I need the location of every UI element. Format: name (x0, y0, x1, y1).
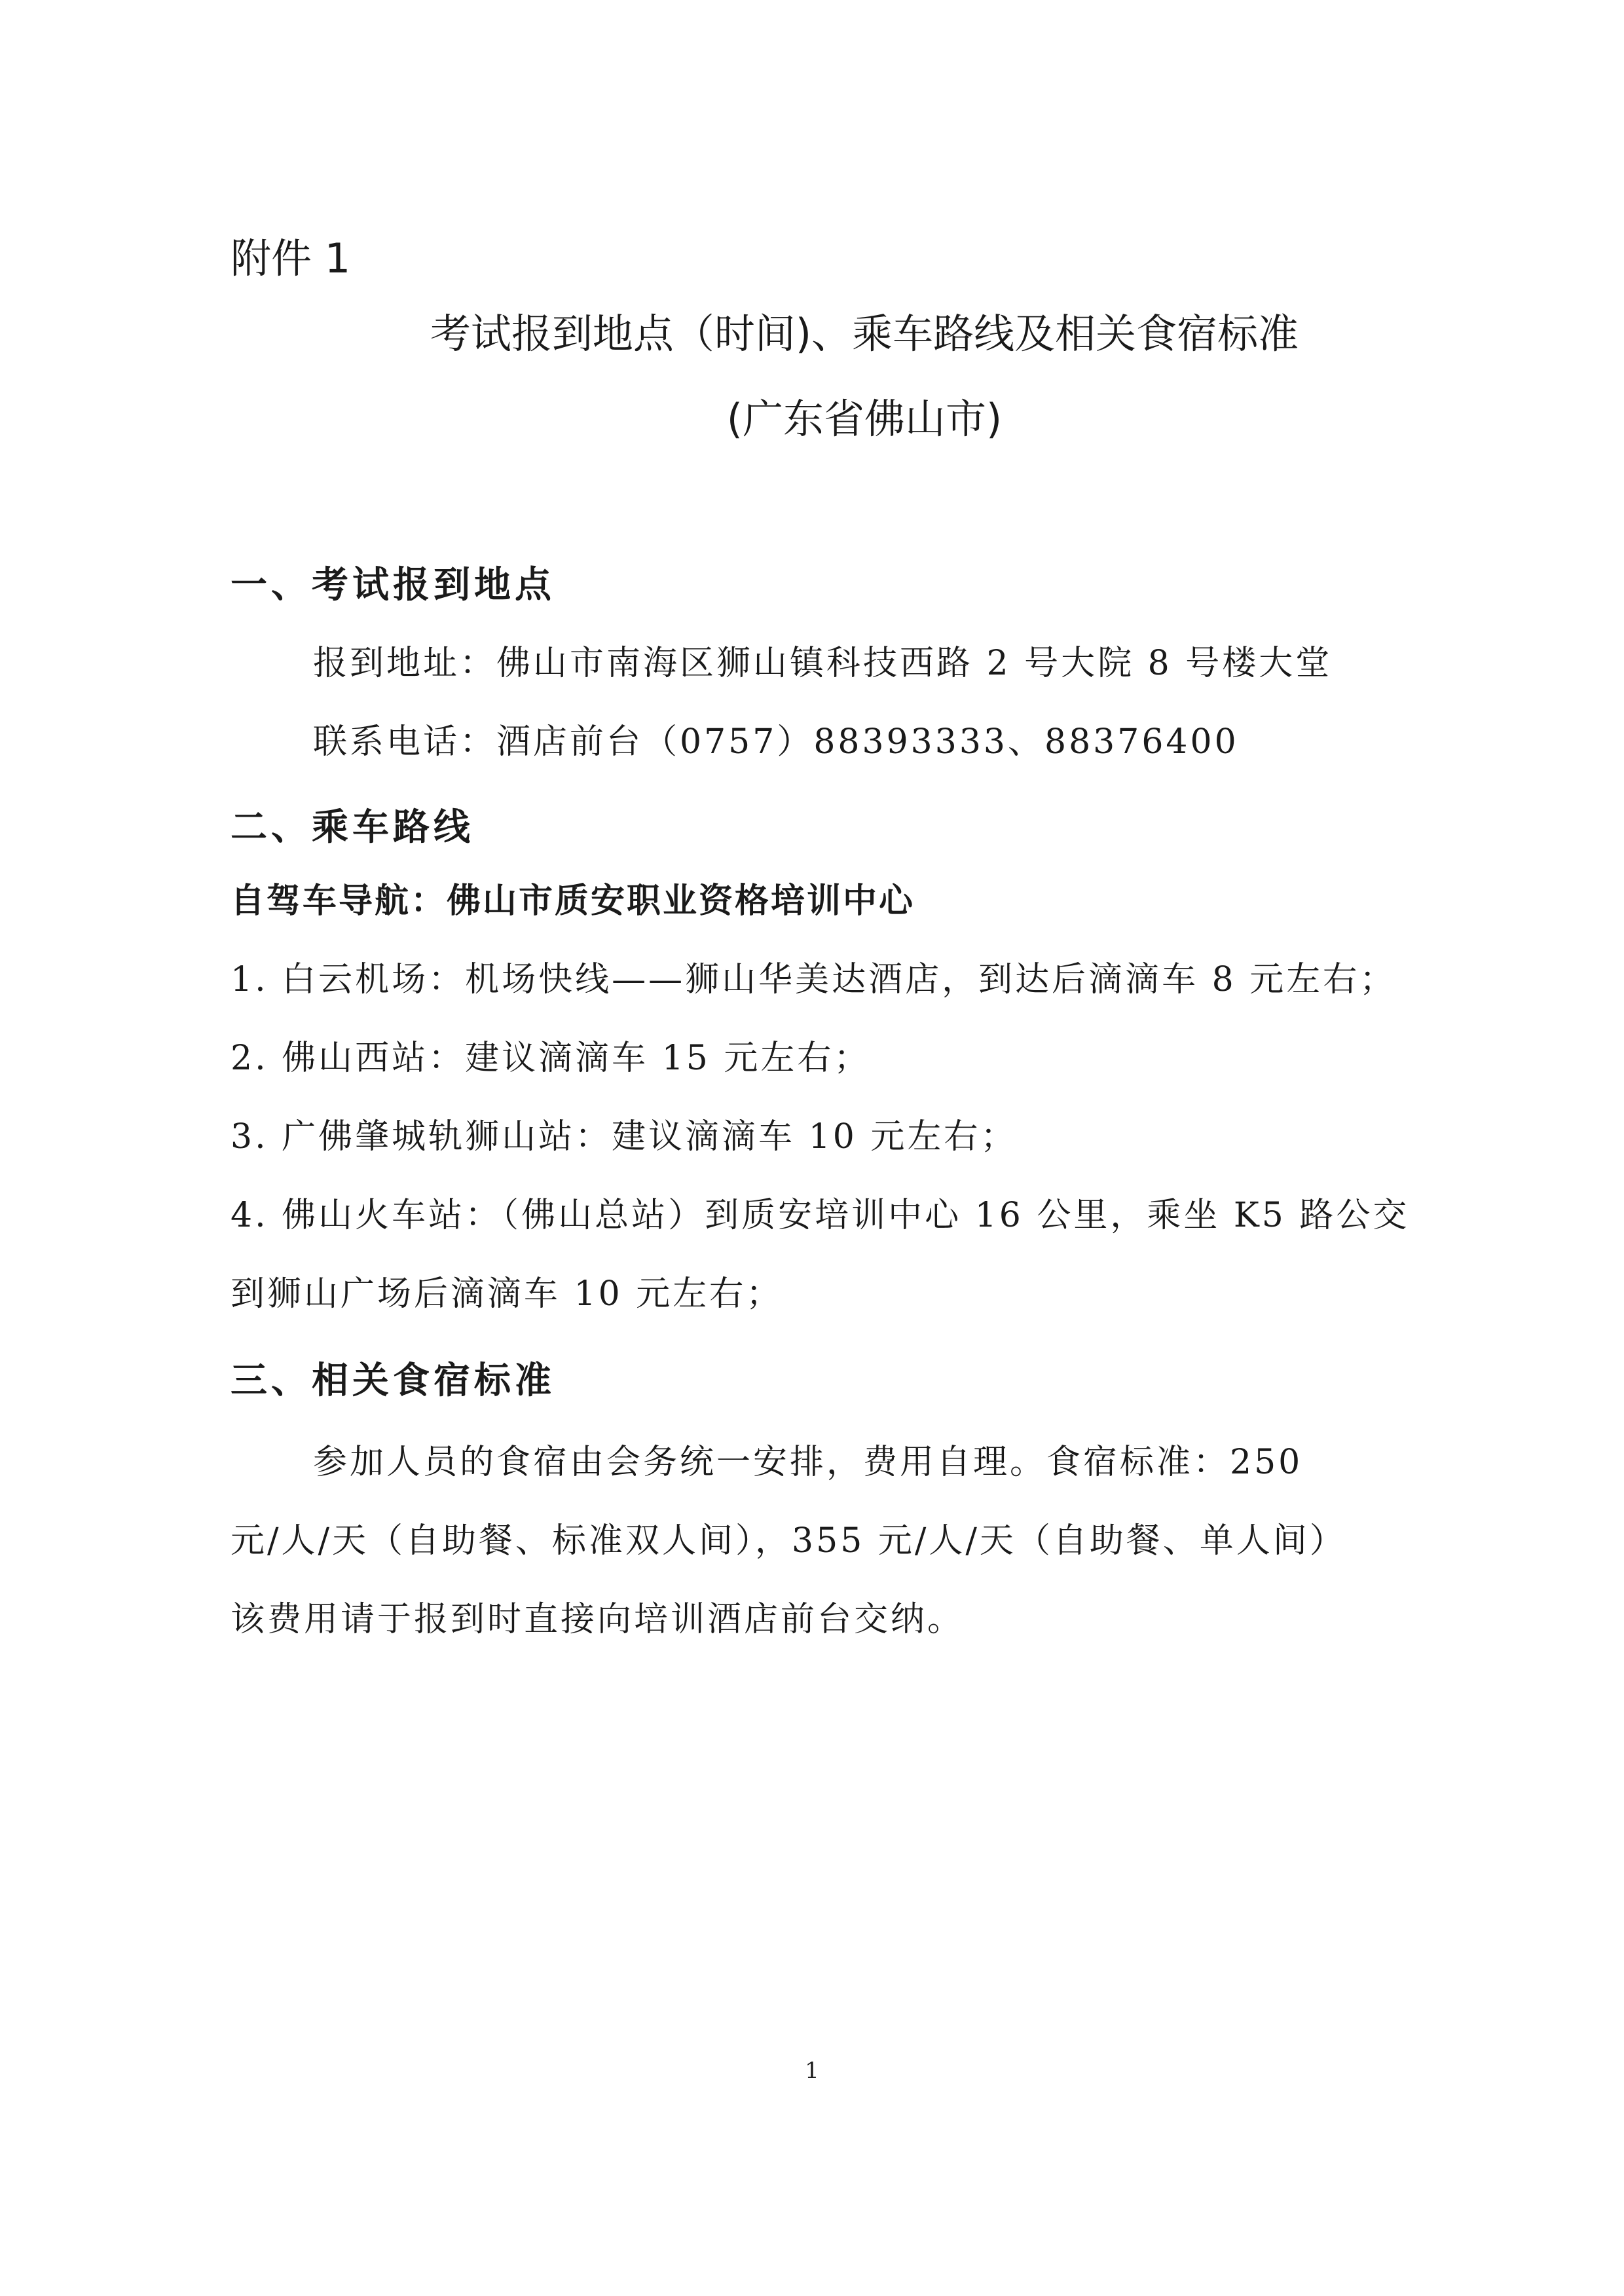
navigation-destination: 自驾车导航：佛山市质安职业资格培训中心 (231, 881, 915, 921)
accommodation-text-line-2: 元/人/天（自助餐、标准双人间），355 元/人/天（自助餐、单人间） (231, 1521, 1346, 1561)
accommodation-text-line-3: 该费用请于报到时直接向培训酒店前台交纳。 (231, 1600, 965, 1639)
contact-phone: 联系电话：酒店前台（0757）88393333、88376400 (313, 722, 1239, 762)
section-heading-routes: 二、乘车路线 (231, 805, 474, 849)
page-number: 1 (805, 2058, 819, 2084)
route-item-airport: 1. 白云机场：机场快线——狮山华美达酒店，到达后滴滴车 8 元左右； (231, 960, 1397, 999)
section-heading-report-location: 一、考试报到地点 (231, 563, 555, 606)
report-address: 报到地址：佛山市南海区狮山镇科技西路 2 号大院 8 号楼大堂 (313, 644, 1333, 683)
document-title: 考试报到地点（时间)、乘车路线及相关食宿标准 (430, 310, 1299, 358)
route-item-foshan-west: 2. 佛山西站：建议滴滴车 15 元左右； (231, 1039, 871, 1078)
accommodation-text-line-1: 参加人员的食宿由会务统一安排，费用自理。食宿标准：250 (313, 1443, 1303, 1482)
section-heading-accommodation: 三、相关食宿标准 (231, 1359, 555, 1402)
route-item-train-station-cont: 到狮山广场后滴滴车 10 元左右； (231, 1274, 783, 1314)
document-subtitle: (广东省佛山市) (726, 395, 1003, 443)
annex-label: 附件 1 (231, 234, 351, 282)
route-item-train-station: 4. 佛山火车站：（佛山总站）到质安培训中心 16 公里，乘坐 K5 路公交 (231, 1196, 1410, 1235)
route-item-shishan-station: 3. 广佛肇城轨狮山站：建议滴滴车 10 元左右； (231, 1117, 1018, 1157)
